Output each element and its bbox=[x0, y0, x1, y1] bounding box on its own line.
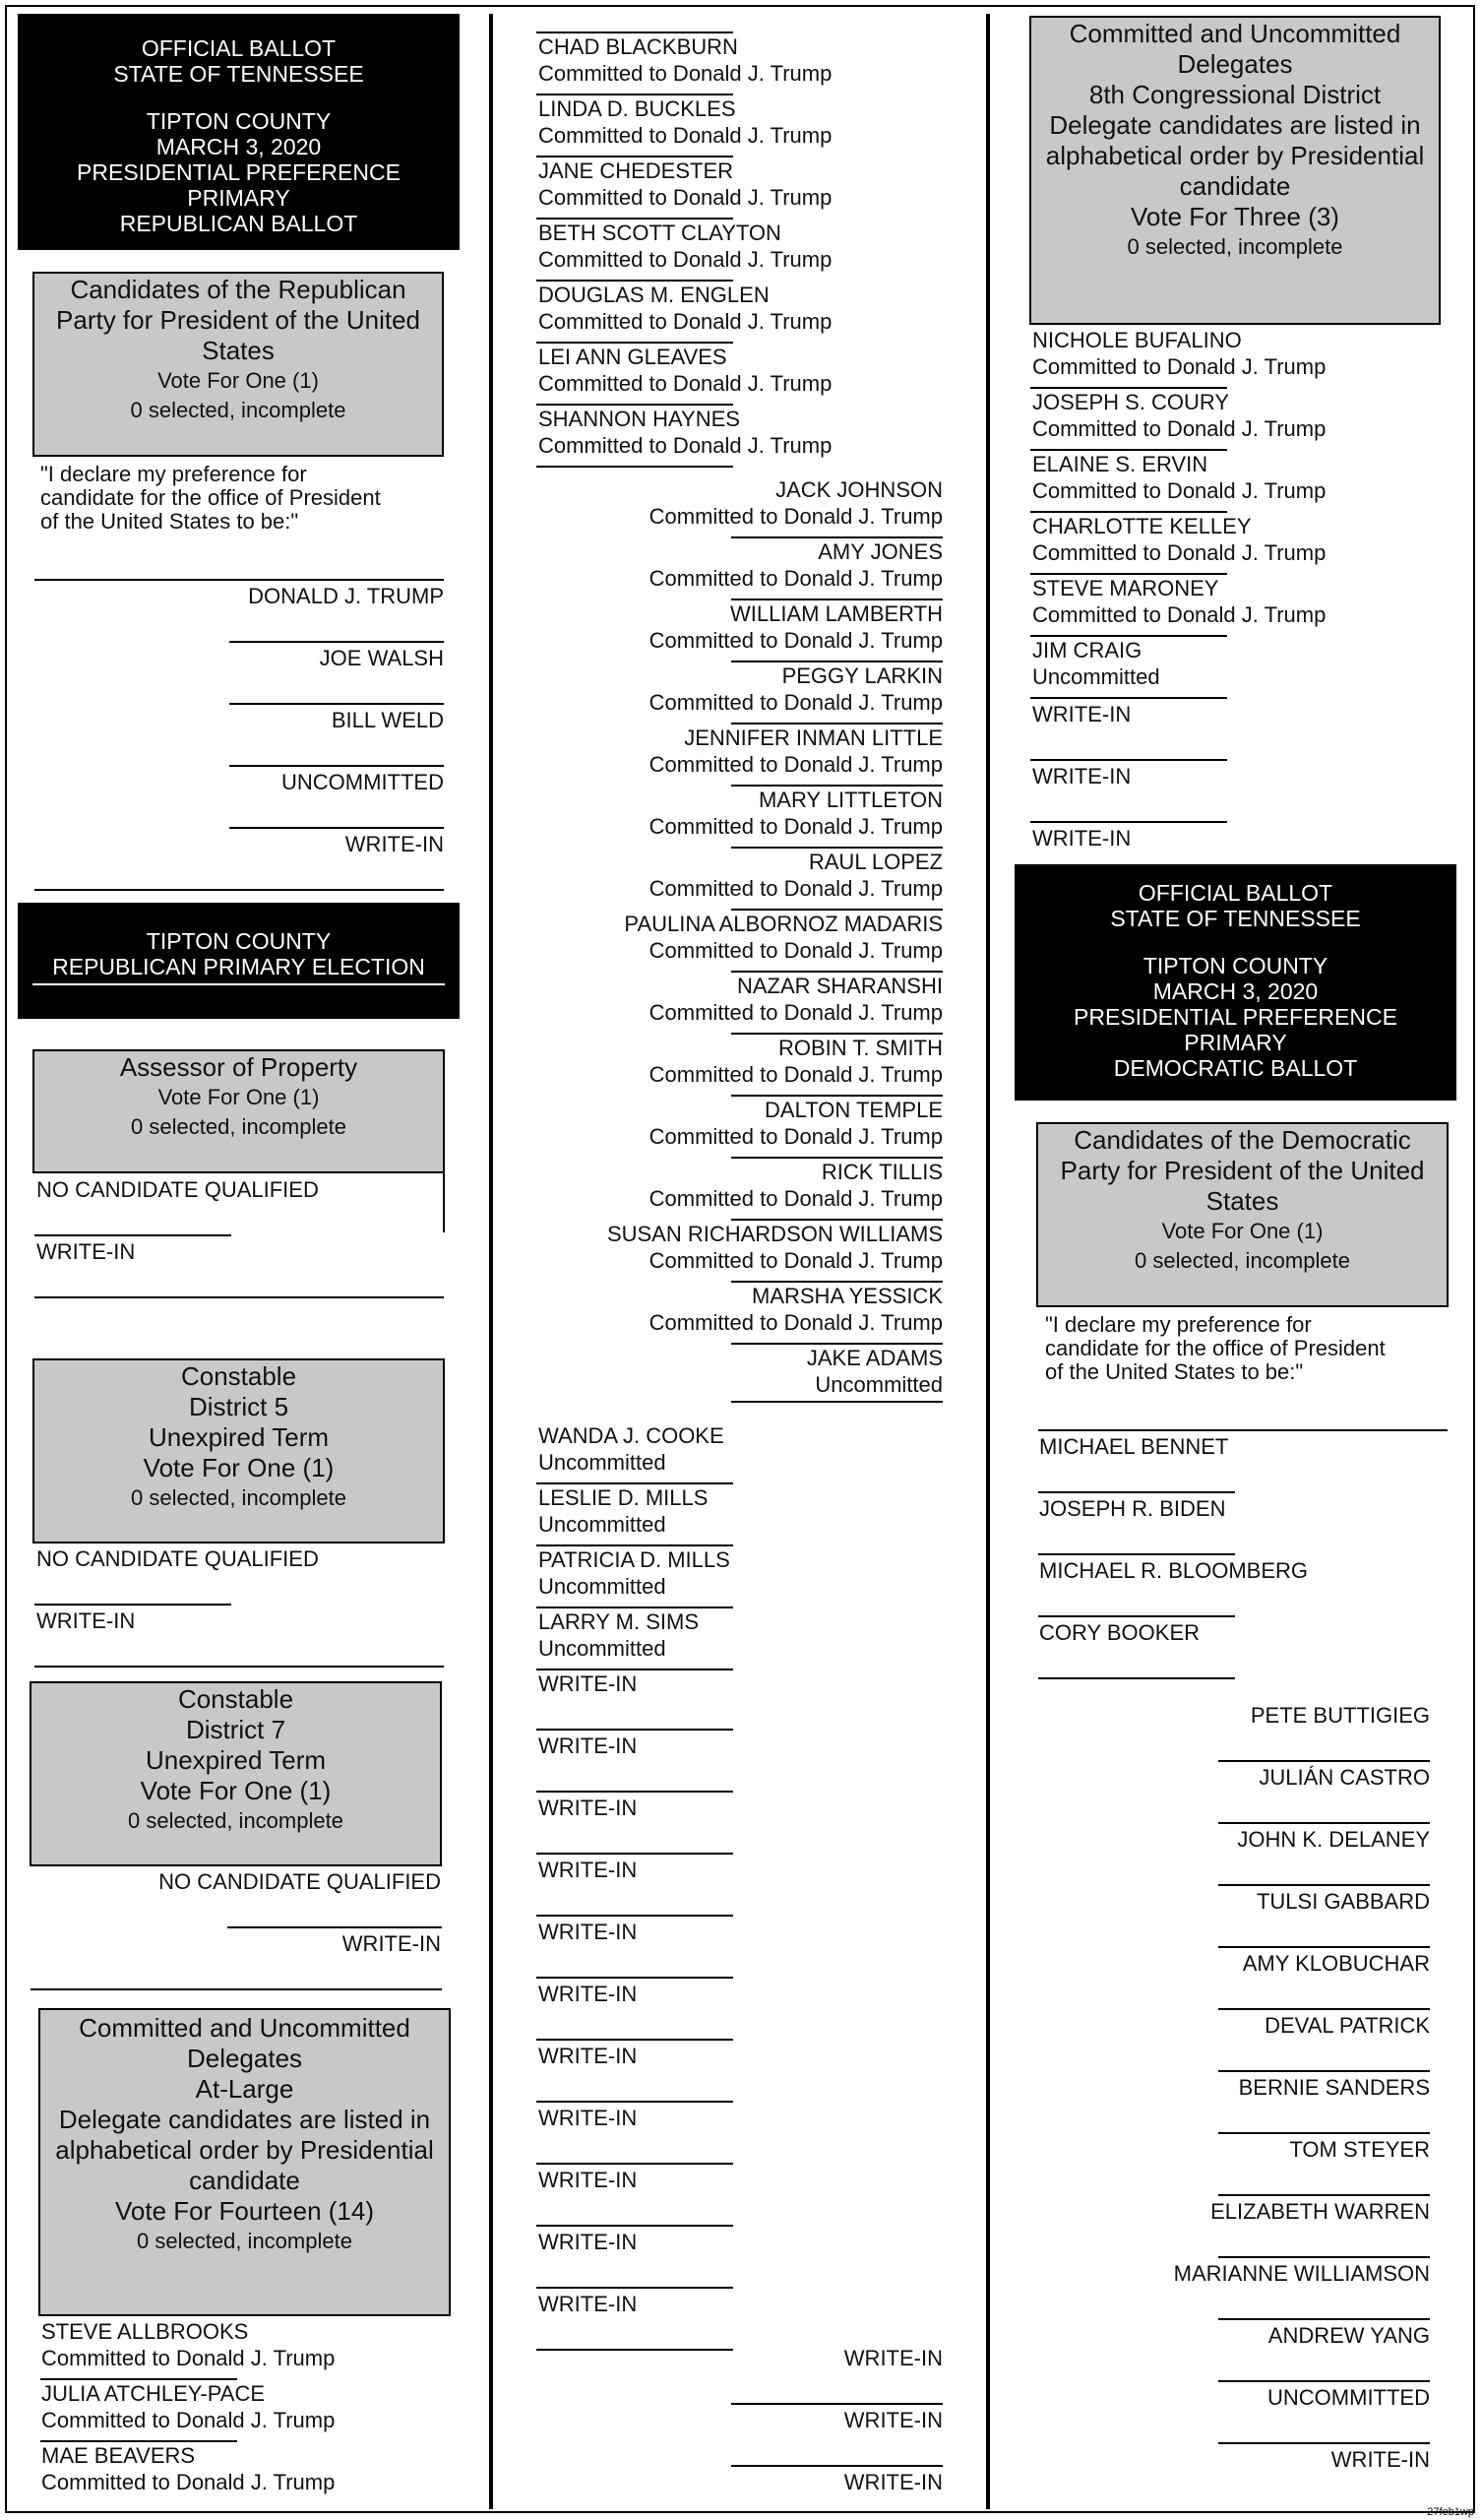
separator-line bbox=[536, 1977, 733, 1979]
delegate-entry[interactable] bbox=[1032, 451, 1326, 504]
separator-line bbox=[1218, 1946, 1430, 1948]
delegate-entry[interactable]: LINDA D. BUCKLES Committed to Donald J. Trump bbox=[538, 96, 833, 148]
district8-contest-header: Committed and Uncommitted Delegates 8th Congressional District Delegate candidates are listed in alphabetical order by Presidential candidate Vote For Three (3) 0 selected, incomplete bbox=[1029, 16, 1441, 325]
writein-entry[interactable]: WRITE-IN bbox=[843, 2408, 943, 2432]
separator-line bbox=[1030, 697, 1227, 699]
delegate-entry[interactable] bbox=[649, 724, 943, 778]
delegate-entry[interactable] bbox=[807, 1345, 943, 1398]
assessor-option[interactable]: NO CANDIDATE QUALIFIED bbox=[36, 1177, 319, 1202]
column-divider-2 bbox=[986, 14, 990, 2509]
dem-president-contest-header: Candidates of the Democratic Party for President of the United States Vote For One (1) 0 selected, incomplete bbox=[1036, 1122, 1449, 1307]
entry-commitment: Committed to Donald J. Trump bbox=[648, 938, 943, 963]
delegate-entry[interactable] bbox=[1032, 637, 1160, 690]
separator-line bbox=[1038, 1429, 1448, 1431]
dem-candidate[interactable]: CORY BOOKER bbox=[1039, 1620, 1201, 1645]
dem-candidate[interactable]: MARIANNE WILLIAMSON bbox=[1173, 2261, 1430, 2286]
entry-name: JACK JOHNSON bbox=[775, 477, 943, 502]
writein-entry[interactable]: WRITE-IN bbox=[538, 2106, 638, 2130]
entry-commitment: Committed to Donald J. Trump bbox=[648, 566, 943, 591]
rep-president-contest-header: Candidates of the Republican Party for President of the United States Vote For One (1) 0 selected, incomplete bbox=[32, 272, 444, 457]
entry-name: STEVE MARONEY bbox=[1032, 576, 1219, 600]
delegate-entry[interactable] bbox=[649, 849, 943, 902]
separator-line bbox=[1218, 1884, 1430, 1886]
writein-entry[interactable]: WRITE-IN bbox=[538, 1671, 638, 1696]
entry-name: ELAINE S. ERVIN bbox=[1032, 452, 1208, 476]
separator-line bbox=[1038, 1615, 1235, 1617]
dem-candidate[interactable]: AMY KLOBUCHAR bbox=[1242, 1951, 1430, 1976]
entry-name: PEGGY LARKIN bbox=[781, 663, 943, 688]
separator-line bbox=[1218, 2380, 1430, 2382]
delegate-entry[interactable] bbox=[649, 662, 943, 716]
separator-line bbox=[536, 2101, 733, 2103]
entry-commitment: Committed to Donald J. Trump bbox=[1032, 540, 1327, 565]
dem-candidate[interactable]: BERNIE SANDERS bbox=[1238, 2075, 1430, 2100]
constable7-option[interactable]: NO CANDIDATE QUALIFIED bbox=[158, 1869, 441, 1894]
entry-name: JAKE ADAMS bbox=[806, 1346, 943, 1370]
separator-line bbox=[1030, 759, 1227, 761]
entry-commitment: Committed to Donald J. Trump bbox=[648, 1248, 943, 1273]
separator-line bbox=[1218, 2256, 1430, 2258]
separator-line bbox=[536, 2039, 733, 2041]
delegate-entry[interactable] bbox=[624, 911, 943, 964]
delegate-entry[interactable]: JANE CHEDESTER Committed to Donald J. Trump bbox=[538, 158, 833, 210]
delegate-entry[interactable] bbox=[1032, 327, 1326, 380]
dem-candidate[interactable]: MICHAEL R. BLOOMBERG bbox=[1039, 1558, 1309, 1583]
entry-commitment: Committed to Donald J. Trump bbox=[1032, 416, 1327, 441]
constable7-contest-header: Constable District 7 Unexpired Term Vote For One (1) 0 selected, incomplete bbox=[30, 1681, 442, 1866]
writein-entry[interactable]: WRITE-IN bbox=[538, 1858, 638, 1882]
dem-candidate[interactable]: TOM STEYER bbox=[1289, 2137, 1430, 2162]
delegate-entry[interactable]: DOUGLAS M. ENGLEN Committed to Donald J. Trump bbox=[538, 283, 833, 334]
separator-line bbox=[731, 2403, 943, 2405]
constable5-option[interactable]: NO CANDIDATE QUALIFIED bbox=[36, 1546, 319, 1571]
assessor-writein[interactable]: WRITE-IN bbox=[36, 1239, 136, 1264]
ballot-code: 27feb1wp bbox=[1427, 2506, 1474, 2518]
writein-entry[interactable]: WRITE-IN bbox=[1032, 702, 1132, 726]
entry-name: RAUL LOPEZ bbox=[808, 850, 943, 874]
delegate-entry[interactable]: SHANNON HAYNES Committed to Donald J. Trump bbox=[538, 407, 833, 458]
separator-line bbox=[1218, 2132, 1430, 2134]
dem-candidate[interactable]: JOSEPH R. BIDEN bbox=[1039, 1496, 1226, 1521]
delegate-entry[interactable] bbox=[1032, 513, 1326, 566]
writein-entry[interactable]: WRITE-IN bbox=[1032, 764, 1132, 788]
entry-commitment: Committed to Donald J. Trump bbox=[648, 1062, 943, 1087]
separator-line bbox=[1030, 821, 1227, 823]
entry-name: AMY JONES bbox=[818, 539, 943, 564]
delegate-entry[interactable] bbox=[607, 1221, 943, 1274]
delegate-entry[interactable] bbox=[649, 1097, 943, 1150]
delegate-entry[interactable] bbox=[649, 1283, 943, 1336]
delegate-entry[interactable]: CHAD BLACKBURN Committed to Donald J. Trump bbox=[538, 34, 833, 86]
separator-line bbox=[1218, 2008, 1430, 2010]
entry-name: CHARLOTTE KELLEY bbox=[1032, 514, 1252, 538]
delegate-entry[interactable]: STEVE ALLBROOKS Committed to Donald J. Trump bbox=[41, 2319, 336, 2370]
writein-entry[interactable]: WRITE-IN bbox=[538, 1982, 638, 2006]
dem-candidate[interactable]: ELIZABETH WARREN bbox=[1210, 2199, 1430, 2224]
entry-name: JENNIFER INMAN LITTLE bbox=[684, 725, 943, 750]
assessor-contest-header: Assessor of Property Vote For One (1) 0 selected, incomplete bbox=[32, 1049, 445, 1173]
entry-commitment: Committed to Donald J. Trump bbox=[1032, 602, 1327, 627]
dem-candidate[interactable]: JULIÁN CASTRO bbox=[1259, 1765, 1430, 1790]
delegate-entry[interactable] bbox=[1032, 575, 1326, 628]
entry-commitment: Committed to Donald J. Trump bbox=[648, 690, 943, 715]
separator-line bbox=[1038, 1553, 1235, 1555]
rep-candidate[interactable]: JOE WALSH bbox=[319, 646, 444, 670]
county-election-header: TIPTON COUNTY REPUBLICAN PRIMARY ELECTION bbox=[18, 903, 460, 1019]
writein-entry[interactable]: WRITE-IN bbox=[538, 1796, 638, 1820]
atlarge-contest-header: Committed and Uncommitted Delegates At-Large Delegate candidates are listed in alphabetical order by Presidential candidate Vote For Fourteen (14) 0 selected, incomplete bbox=[38, 2008, 451, 2316]
separator-line bbox=[1218, 2070, 1430, 2072]
delegate-entry[interactable] bbox=[649, 973, 943, 1026]
separator-line bbox=[1038, 1491, 1235, 1493]
delegate-entry[interactable]: LEI ANN GLEAVES Committed to Donald J. Trump bbox=[538, 345, 833, 396]
uncommitted-entry[interactable]: WANDA J. COOKE Uncommitted bbox=[538, 1423, 724, 1475]
rep-candidate[interactable]: DONALD J. TRUMP bbox=[248, 584, 444, 608]
republican-ballot-header: OFFICIAL BALLOT STATE OF TENNESSEE TIPTON COUNTY MARCH 3, 2020 PRESIDENTIAL PREFERENCE PRIMARY REPUBLICAN BALLOT bbox=[18, 14, 460, 250]
delegate-entry[interactable]: BETH SCOTT CLAYTON Committed to Donald J. Trump bbox=[538, 220, 833, 272]
rep-candidate[interactable]: BILL WELD bbox=[331, 708, 444, 732]
delegate-entry[interactable]: MAE BEAVERS Committed to Donald J. Trump bbox=[41, 2443, 336, 2494]
delegate-entry[interactable]: JULIA ATCHLEY-PACE Committed to Donald J. Trump bbox=[41, 2381, 336, 2432]
entry-name: NAZAR SHARANSHI bbox=[736, 974, 943, 998]
constable5-contest-header: Constable District 5 Unexpired Term Vote For One (1) 0 selected, incomplete bbox=[32, 1358, 445, 1544]
separator-line bbox=[536, 1791, 733, 1793]
entry-commitment: Committed to Donald J. Trump bbox=[648, 814, 943, 839]
delegate-entry[interactable] bbox=[649, 1035, 943, 1088]
separator-line bbox=[1218, 1760, 1430, 1762]
dem-candidate[interactable]: WRITE-IN bbox=[1330, 2447, 1430, 2472]
dem-candidate[interactable]: TULSI GABBARD bbox=[1256, 1889, 1430, 1914]
writein-entry[interactable]: WRITE-IN bbox=[538, 1920, 638, 1944]
dem-candidate[interactable]: PETE BUTTIGIEG bbox=[1250, 1703, 1430, 1728]
entry-name: JIM CRAIG bbox=[1032, 638, 1142, 662]
delegate-entry[interactable] bbox=[649, 1159, 943, 1212]
rep-candidate[interactable]: UNCOMMITTED bbox=[281, 770, 444, 794]
separator-line bbox=[536, 1853, 733, 1855]
entry-name: SUSAN RICHARDSON WILLIAMS bbox=[606, 1222, 943, 1246]
separator-line bbox=[536, 2225, 733, 2227]
dem-candidate[interactable]: DEVAL PATRICK bbox=[1265, 2013, 1430, 2038]
entry-commitment: Committed to Donald J. Trump bbox=[648, 752, 943, 777]
writein-entry[interactable]: WRITE-IN bbox=[538, 2044, 638, 2068]
separator-line bbox=[536, 1915, 733, 1917]
dem-declaration: "I declare my preference for candidate for the office of President of the United States to be:" bbox=[1045, 1312, 1386, 1384]
writein-entry[interactable]: WRITE-IN bbox=[843, 2346, 943, 2370]
delegate-entry[interactable] bbox=[649, 600, 943, 654]
entry-name: PAULINA ALBORNOZ MADARIS bbox=[624, 912, 943, 936]
writein-entry[interactable]: WRITE-IN bbox=[1032, 826, 1132, 850]
dem-candidate[interactable]: UNCOMMITTED bbox=[1267, 2385, 1430, 2410]
entry-name: JOSEPH S. COURY bbox=[1032, 390, 1230, 414]
entry-commitment: Committed to Donald J. Trump bbox=[648, 1310, 943, 1335]
column-divider-1 bbox=[489, 14, 493, 2509]
writein-entry[interactable]: WRITE-IN bbox=[538, 1733, 638, 1758]
entry-commitment: Committed to Donald J. Trump bbox=[648, 1000, 943, 1025]
uncommitted-entry[interactable]: LESLIE D. MILLS Uncommitted bbox=[538, 1485, 709, 1537]
entry-commitment: Committed to Donald J. Trump bbox=[648, 504, 943, 529]
delegate-entry[interactable] bbox=[649, 538, 943, 592]
writein-entry[interactable]: WRITE-IN bbox=[538, 2292, 638, 2316]
entry-commitment: Committed to Donald J. Trump bbox=[648, 1186, 943, 1211]
writein-entry[interactable]: WRITE-IN bbox=[538, 2168, 638, 2192]
entry-name: WILLIAM LAMBERTH bbox=[730, 601, 943, 626]
entry-name: DALTON TEMPLE bbox=[765, 1098, 943, 1122]
dem-candidate[interactable]: MICHAEL BENNET bbox=[1039, 1434, 1229, 1459]
dem-candidate[interactable]: JOHN K. DELANEY bbox=[1237, 1827, 1430, 1852]
separator-line bbox=[1218, 1822, 1430, 1824]
separator-line bbox=[731, 2465, 943, 2467]
entry-commitment: Committed to Donald J. Trump bbox=[1032, 354, 1327, 379]
entry-name: RICK TILLIS bbox=[821, 1160, 943, 1184]
uncommitted-entry[interactable]: LARRY M. SIMS Uncommitted bbox=[538, 1609, 700, 1661]
constable7-writein[interactable]: WRITE-IN bbox=[341, 1931, 441, 1956]
democratic-ballot-header: OFFICIAL BALLOT STATE OF TENNESSEE TIPTON COUNTY MARCH 3, 2020 PRESIDENTIAL PREFERENCE PRIMARY DEMOCRATIC BALLOT bbox=[1015, 864, 1456, 1101]
rep-declaration: "I declare my preference for candidate for the office of President of the United States to be:" bbox=[40, 462, 381, 534]
writein-entry[interactable]: WRITE-IN bbox=[843, 2470, 943, 2494]
entry-commitment: Uncommitted bbox=[815, 1372, 943, 1397]
separator-line bbox=[536, 2287, 733, 2289]
delegate-entry[interactable] bbox=[649, 787, 943, 840]
separator-line bbox=[536, 2349, 733, 2351]
separator-line bbox=[1038, 1677, 1235, 1679]
delegate-entry[interactable] bbox=[1032, 389, 1326, 442]
entry-name: MARY LITTLETON bbox=[758, 788, 943, 812]
separator-line bbox=[536, 1729, 733, 1731]
entry-commitment: Committed to Donald J. Trump bbox=[648, 876, 943, 901]
rep-writein[interactable]: WRITE-IN bbox=[344, 832, 444, 856]
entry-name: ROBIN T. SMITH bbox=[777, 1036, 943, 1060]
constable5-writein[interactable]: WRITE-IN bbox=[36, 1608, 136, 1633]
separator-line bbox=[1218, 2194, 1430, 2196]
writein-entry[interactable]: WRITE-IN bbox=[538, 2230, 638, 2254]
delegate-entry[interactable] bbox=[649, 476, 943, 530]
separator-line bbox=[536, 2163, 733, 2165]
separator-line bbox=[1218, 2442, 1430, 2444]
entry-name: NICHOLE BUFALINO bbox=[1032, 328, 1242, 352]
entry-commitment: Committed to Donald J. Trump bbox=[1032, 478, 1327, 503]
uncommitted-entry[interactable]: PATRICIA D. MILLS Uncommitted bbox=[538, 1547, 730, 1599]
entry-commitment: Committed to Donald J. Trump bbox=[648, 628, 943, 653]
entry-name: MARSHA YESSICK bbox=[752, 1284, 943, 1308]
entry-commitment: Uncommitted bbox=[1032, 664, 1160, 689]
entry-commitment: Committed to Donald J. Trump bbox=[648, 1124, 943, 1149]
dem-candidate[interactable]: ANDREW YANG bbox=[1267, 2323, 1430, 2348]
separator-line bbox=[1218, 2318, 1430, 2320]
